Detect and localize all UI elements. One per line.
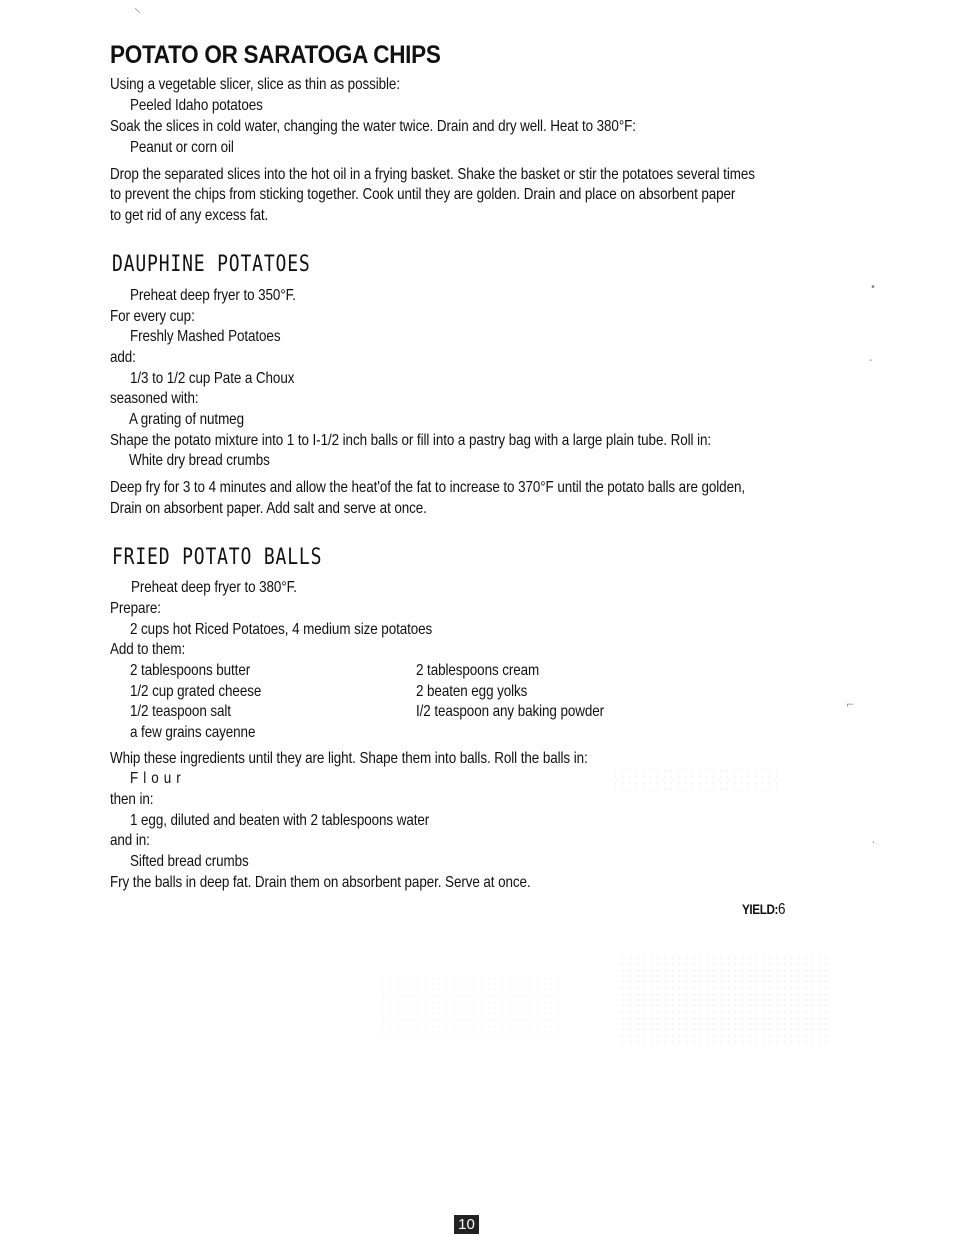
dauphine-line-8: Shape the potato mixture into 1 to I-1/2 inch balls or fill into a pastry bag with a large plain tube. Roll in:: [110, 432, 712, 449]
balls-line-5: Whip these ingredients until they are light. Shape them into balls. Roll the balls in:: [110, 750, 588, 767]
scan-noise: [380, 975, 560, 1035]
balls-line-2: Prepare:: [110, 600, 161, 617]
balls-ingredient-egg: 1 egg, diluted and beaten with 2 tablespoons water: [130, 812, 430, 829]
chips-line-3: Soak the slices in cold water, changing the water twice. Drain and dry well. Heat to 380°F:: [110, 118, 636, 135]
page-number: 10: [454, 1215, 479, 1234]
balls-right-ingredient: 2 tablespoons cream: [416, 662, 540, 679]
dauphine-ingredient-1: Freshly Mashed Potatoes: [130, 328, 281, 345]
scan-speck: -: [869, 355, 873, 366]
dauphine-line-2: For every cup:: [110, 308, 195, 325]
dauphine-line-10: Deep fry for 3 to 4 minutes and allow the heat'of the fat to increase to 370°F until the potato balls are golden,: [110, 479, 746, 496]
balls-line-7: then in:: [110, 791, 154, 808]
chips-line-7: to get rid of any excess fat.: [110, 207, 269, 224]
scan-noise: [620, 955, 830, 1045]
scan-noise: [612, 768, 782, 790]
yield: [742, 899, 785, 920]
dauphine-ingredient-4: White dry bread crumbs: [129, 452, 270, 469]
balls-line-9: and in:: [110, 832, 150, 849]
balls-line-11: Fry the balls in deep fat. Drain them on absorbent paper. Serve at once.: [110, 874, 531, 891]
scan-mark: ⸌: [134, 6, 141, 22]
dauphine-line-6: seasoned with:: [110, 390, 199, 407]
dauphine-ingredient-3: A grating of nutmeg: [129, 411, 244, 428]
chips-line-6: to prevent the chips from sticking together. Cook until they are golden. Drain and place on absorbent paper: [110, 186, 736, 203]
section-title-dauphine: DAUPHINE POTATOES: [112, 252, 311, 277]
chips-line-1: Using a vegetable slicer, slice as thin as possible:: [110, 76, 400, 93]
yield-label: YIELD:: [742, 901, 779, 917]
balls-left-ingredient: a few grains cayenne: [130, 724, 256, 741]
balls-ingredient-1: 2 cups hot Riced Potatoes, 4 medium size potatoes: [130, 621, 433, 638]
section-title-balls: FRIED POTATO BALLS: [112, 545, 323, 570]
balls-left-ingredient: 1/2 cup grated cheese: [130, 683, 262, 700]
chips-ingredient-2: Peanut or corn oil: [130, 139, 234, 156]
scan-speck: ⌐: [846, 700, 855, 711]
scan-speck: ·: [872, 838, 876, 849]
yield-value: 6: [778, 901, 786, 918]
dauphine-line-1: Preheat deep fryer to 350°F.: [130, 287, 296, 304]
chips-line-5: Drop the separated slices into the hot oil in a frying basket. Shake the basket or stir the potatoes several times: [110, 166, 755, 183]
scan-speck: •: [870, 282, 876, 293]
balls-left-ingredient: 2 tablespoons butter: [130, 662, 251, 679]
balls-line-4: Add to them:: [110, 641, 186, 658]
balls-right-ingredient: 2 beaten egg yolks: [416, 683, 528, 700]
balls-line-1: Preheat deep fryer to 380°F.: [131, 579, 297, 596]
balls-right-ingredient: I/2 teaspoon any baking powder: [416, 703, 605, 720]
section-title-chips: POTATO OR SARATOGA CHIPS: [110, 41, 441, 69]
dauphine-line-11: Drain on absorbent paper. Add salt and serve at once.: [110, 500, 427, 517]
dauphine-ingredient-2: 1/3 to 1/2 cup Pate a Choux: [130, 370, 295, 387]
balls-left-ingredient: 1/2 teaspoon salt: [130, 703, 231, 720]
dauphine-line-4: add:: [110, 349, 136, 366]
balls-ingredient-flour: Flour: [130, 770, 186, 787]
balls-ingredient-crumbs: Sifted bread crumbs: [130, 853, 249, 870]
chips-ingredient-1: Peeled Idaho potatoes: [130, 97, 263, 114]
